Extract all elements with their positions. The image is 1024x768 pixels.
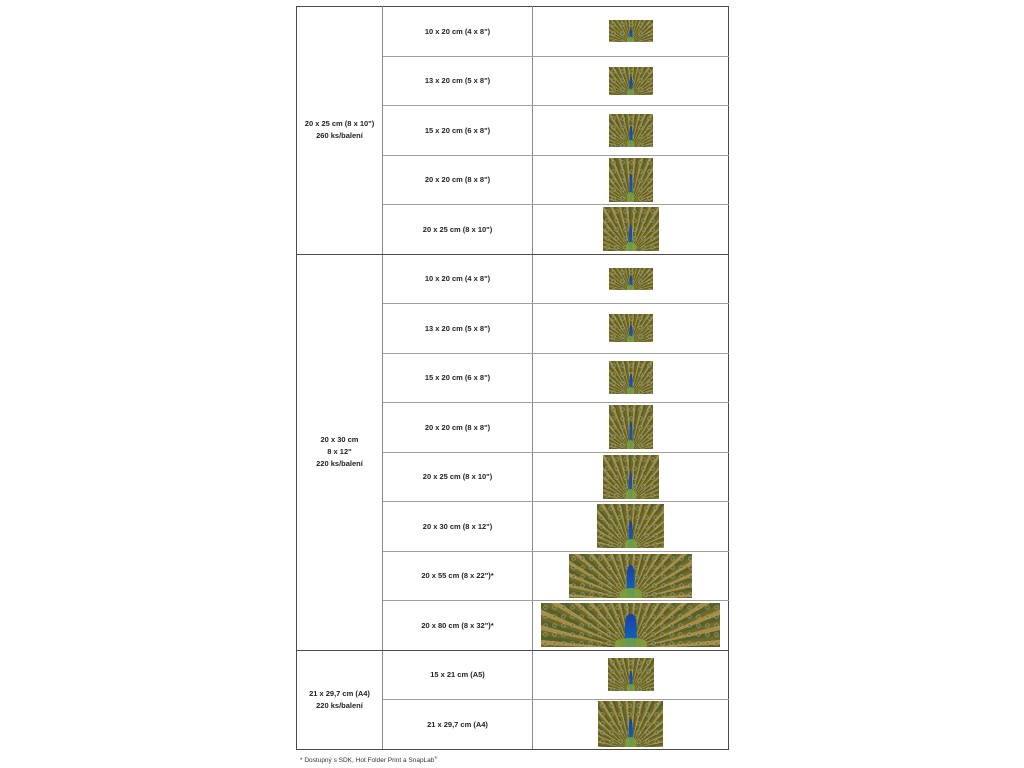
print-size-label: 21 x 29,7 cm (A4) bbox=[383, 700, 533, 750]
media-group-cell bbox=[297, 7, 383, 255]
print-size-label: 15 x 20 cm (6 x 8") bbox=[383, 106, 533, 156]
print-size-label: 20 x 25 cm (8 x 10") bbox=[383, 452, 533, 502]
peacock-photo-icon bbox=[609, 314, 653, 342]
media-group-cell bbox=[297, 254, 383, 650]
print-size-label: 13 x 20 cm (5 x 8") bbox=[383, 56, 533, 106]
print-size-label: 20 x 20 cm (8 x 8") bbox=[383, 155, 533, 205]
group-label-line: 260 ks/balení bbox=[316, 131, 363, 141]
print-size-label: 10 x 20 cm (4 x 8") bbox=[383, 7, 533, 57]
peacock-photo-icon bbox=[608, 658, 654, 691]
peacock-photo-icon bbox=[609, 361, 653, 394]
print-size-label: 15 x 20 cm (6 x 8") bbox=[383, 353, 533, 403]
peacock-photo-icon bbox=[609, 158, 653, 202]
peacock-photo-icon bbox=[609, 268, 653, 290]
footnote-text: * Dostupný s SDK, Hot Folder Print a SnapLab bbox=[300, 757, 435, 765]
peacock-photo-icon bbox=[609, 67, 653, 95]
print-size-label: 20 x 80 cm (8 x 32")* bbox=[383, 601, 533, 651]
print-size-label: 20 x 55 cm (8 x 22")* bbox=[383, 551, 533, 601]
group-label-line: 21 x 29,7 cm (A4) bbox=[309, 688, 370, 698]
group-label-line: 220 ks/balení bbox=[316, 459, 363, 468]
group-label-line: 220 ks/balení bbox=[316, 700, 363, 710]
print-size-label: 20 x 20 cm (8 x 8") bbox=[383, 403, 533, 453]
print-size-label: 20 x 25 cm (8 x 10") bbox=[383, 205, 533, 255]
peacock-photo-icon bbox=[609, 405, 653, 449]
print-size-label: 15 x 21 cm (A5) bbox=[383, 650, 533, 700]
peacock-photo-icon bbox=[609, 20, 653, 42]
peacock-photo-icon bbox=[597, 504, 664, 548]
group-label-line: 20 x 25 cm (8 x 10") bbox=[304, 119, 375, 129]
print-size-label: 10 x 20 cm (4 x 8") bbox=[383, 254, 533, 304]
peacock-photo-icon bbox=[541, 603, 720, 647]
peacock-photo-icon bbox=[569, 554, 692, 598]
print-size-label: 20 x 30 cm (8 x 12") bbox=[383, 502, 533, 552]
group-label-line: 20 x 30 cm bbox=[320, 435, 359, 444]
media-group-cell bbox=[297, 650, 383, 749]
peacock-photo-icon bbox=[603, 455, 659, 499]
footnote bbox=[300, 755, 437, 764]
peacock-photo-icon bbox=[598, 701, 663, 747]
group-label-line: 8 x 12" bbox=[327, 447, 352, 456]
print-size-table bbox=[296, 6, 729, 750]
peacock-photo-icon bbox=[603, 207, 659, 251]
registered-mark: ® bbox=[434, 755, 438, 760]
peacock-photo-icon bbox=[609, 114, 653, 147]
print-size-label: 13 x 20 cm (5 x 8") bbox=[383, 304, 533, 354]
